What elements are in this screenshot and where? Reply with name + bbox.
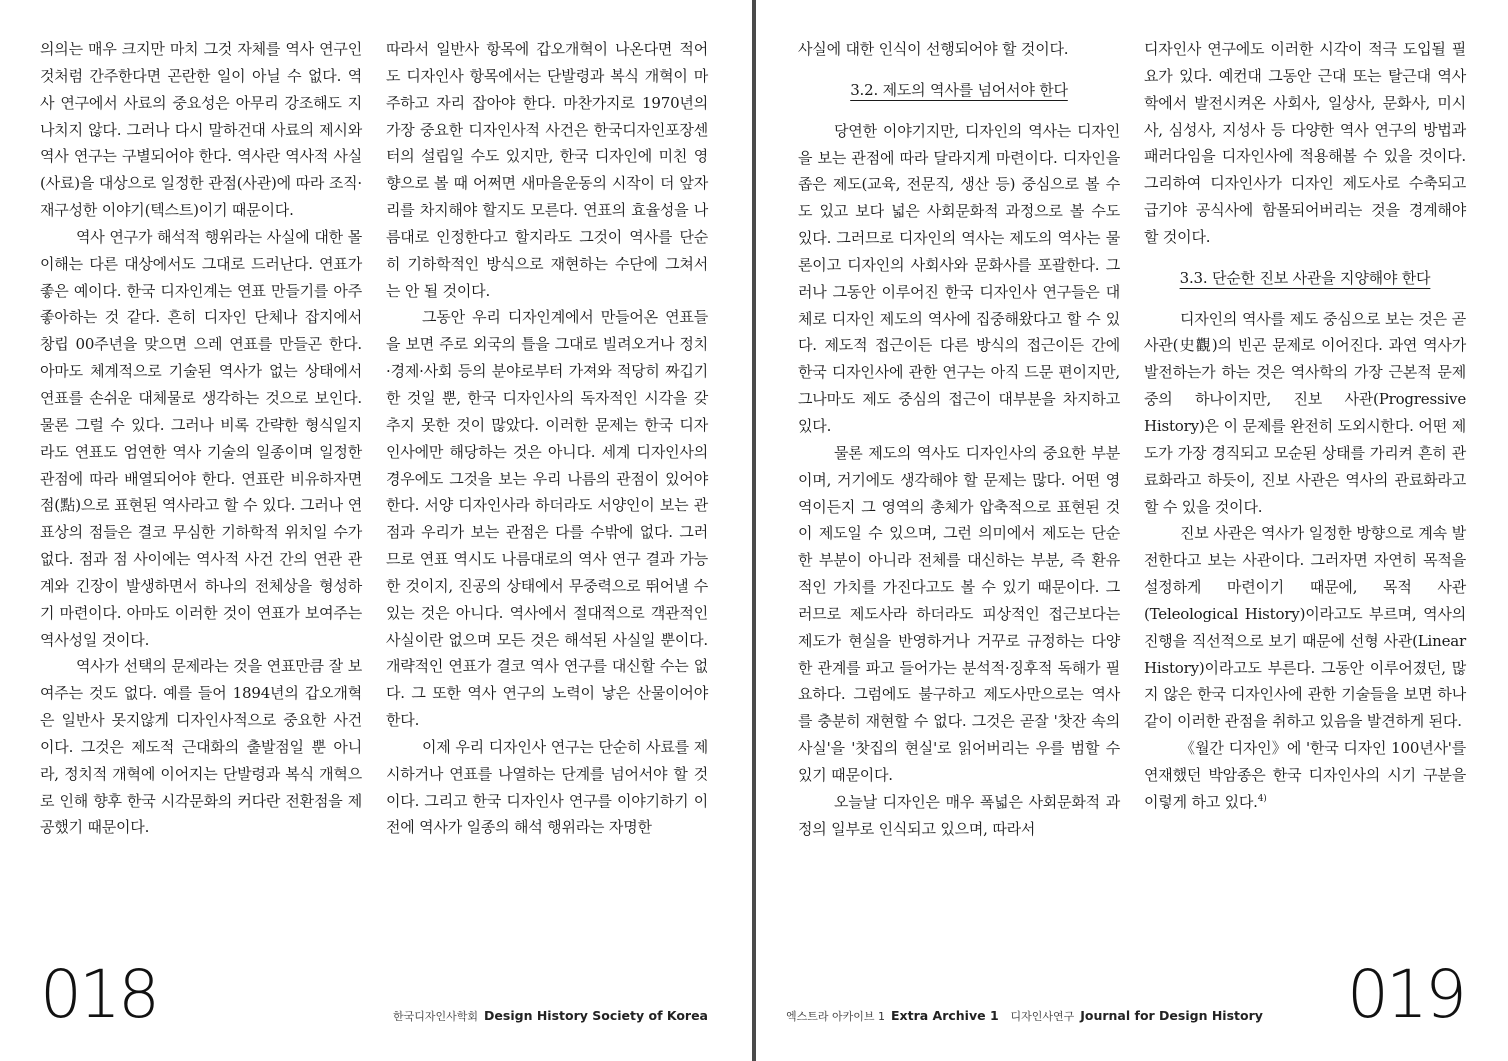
paragraph-text: 진보 사관은 역사가 일정한 방향으로 계속 발전한다고 보는 사관이다. 그러자면 자연히 목적을 설정하게 마련이기 때문에, 목적 사관(Teleological History)이라고도 부르며, 역사의 진행을 직선적으로 보기 때문에 선형 사관(Linear History)이라고도 부른다. 그동안 이루어졌던, 많지 않은 한국 디자인사에 관한 기술들을 보면 하나같이 이러한 관점을 취하고 있음을 발견하게 된다. [1144, 524, 1466, 731]
paragraph-text: 의의는 매우 크지만 마치 그것 자체를 역사 연구인 것처럼 간주한다면 곤란한 일이 아닐 수 없다. 역사 연구에서 사료의 중요성은 아무리 강조해도 지나치지 않다. 그러나 다시 말하건대 사료의 제시와 역사 연구는 구별되어야 한다. 역사란 역사적 사실(사료)을 대상으로 일정한 관점(사관)에 따라 조직·재구성한 이야기(텍스트)이기 때문이다. [40, 40, 362, 220]
paragraph-text: 디자인의 역사를 제도 중심으로 보는 것은 곧 사관(史觀)의 빈곤 문제로 이어진다. 과연 역사가 발전하는가 하는 것은 역사학의 가장 근본적 문제 중의 하나이지만, 진보 사관(Progressive History)은 이 문제를 완전히 도외시한다. 어떤 제도가 가장 경직되고 모순된 상태를 가리켜 흔히 관료화라고 하듯이, 진보 사관은 역사의 관료화라고 할 수 있을 것이다. [1144, 309, 1466, 516]
paragraph-text: 이제 우리 디자인사 연구는 단순히 사료를 제시하거나 연표를 나열하는 단계를 넘어서야 할 것이다. 그리고 한국 디자인사 연구를 이야기하기 이전에 역사가 일종의 해석 행위라는 자명한 [386, 737, 708, 837]
section-heading-text: 3.2. 제도의 역사를 넘어서야 한다 [850, 80, 1068, 99]
text-column-2 [386, 36, 708, 841]
paragraph-text: 디자인사 연구에도 이러한 시각이 적극 도입될 필요가 있다. 예컨대 그동안 근대 또는 탈근대 역사학에서 발전시켜온 사회사, 일상사, 문화사, 미시사, 심성사, 지성사 등 다양한 역사 연구의 방법과 패러다임을 디자인사에 적용해볼 수 있을 것이다. 그리하여 디자인사가 디자인 제도사로 수축되고 급기야 공식사에 함몰되어버리는 것을 경계해야 할 것이다. [1144, 40, 1466, 246]
footer-journal-kr: 디자인사연구 [1010, 1010, 1075, 1023]
body-paragraph [1144, 735, 1466, 816]
body-paragraph [1144, 36, 1466, 251]
footer-journal-en: Journal for Design History [1080, 1008, 1263, 1023]
text-column-4 [1144, 36, 1466, 816]
body-paragraph [386, 304, 708, 734]
paragraph-text: 당연한 이야기지만, 디자인의 역사는 디자인을 보는 관점에 따라 달라지게 마련이다. 디자인을 좁은 제도(교육, 전문직, 생산 등) 중심으로 볼 수도 있고 보다 넓은 사회문화적 과정으로 볼 수도 있다. 그러므로 디자인의 역사는 제도의 역사는 물론이고 디자인의 사회사와 문화사를 포괄한다. 그러나 그동안 이루어진 한국 디자인사 연구들은 대체로 디자인 제도의 역사에 집중해왔다고 할 수 있다. 제도적 접근이든 다른 방식의 접근이든 간에 한국 디자인사에 관한 연구는 아직 드문 편이지만, 그나마도 제도 중심의 접근이 대부분을 차지하고 있다. [798, 121, 1120, 435]
body-paragraph [40, 653, 362, 841]
paragraph-text: 《월간 디자인》에 '한국 디자인 100년사'를 연재했던 박암종은 한국 디자인사의 시기 구분을 이렇게 하고 있다. [1144, 739, 1466, 811]
body-paragraph [798, 440, 1120, 789]
body-paragraph [386, 734, 708, 841]
page-footer [786, 1008, 1263, 1024]
section-heading [798, 77, 1120, 104]
footnote-marker: 4) [1257, 793, 1267, 804]
body-paragraph [798, 36, 1120, 63]
text-column-3 [798, 36, 1120, 842]
page-footer [393, 1008, 708, 1024]
body-paragraph [798, 789, 1120, 843]
paragraph-text: 그동안 우리 디자인계에서 만들어온 연표들을 보면 주로 외국의 틀을 그대로 빌려오거나 정치·경제·사회 등의 분야로부터 가져와 적당히 짜깁기 한 것일 뿐, 한국 디자인사의 독자적인 시각을 갖추지 못한 것이 많았다. 이러한 문제는 한국 디자인사에만 해당하는 것은 아니다. 세계 디자인사의 경우에도 그것을 보는 우리 나름의 관점이 있어야 한다. 서양 디자인사라 하더라도 서양인이 보는 관점과 우리가 보는 관점은 다를 수밖에 없다. 그러므로 연표 역시도 나름대로의 역사 연구 결과 가능한 것이지, 진공의 상태에서 무중력으로 뛰어낼 수 있는 것은 아니다. 역사에서 절대적으로 객관적인 사실이란 없으며 모든 것은 해석된 사실일 뿐이다. 개략적인 연표가 결코 역사 연구를 대신할 수는 없다. 그 또한 역사 연구의 노력이 낳은 산물이어야 한다. [386, 308, 708, 730]
footer-society-kr: 한국디자인사학회 [393, 1010, 479, 1023]
paragraph-text: 따라서 일반사 항목에 갑오개혁이 나온다면 적어도 디자인사 항목에서는 단발령과 복식 개혁이 마주하고 자리 잡아야 한다. 마찬가지로 1970년의 가장 중요한 디자인사적 사건은 한국디자인포장센터의 설립일 수도 있지만, 한국 디자인에 미친 영향으로 볼 때 어쩌면 새마을운동의 시작이 더 앞자리를 차지해야 할지도 모른다. 연표의 효율성을 나름대로 인정한다고 할지라도 그것이 역사를 단순히 기하학적인 방식으로 재현하는 수단에 그쳐서는 안 될 것이다. [386, 40, 708, 300]
body-paragraph [1144, 520, 1466, 735]
page-number: 019 [1347, 956, 1464, 1033]
body-paragraph [40, 224, 362, 654]
page-number: 018 [40, 956, 157, 1033]
section-heading [1144, 265, 1466, 292]
body-paragraph [1144, 306, 1466, 521]
footer-society-en: Design History Society of Korea [484, 1008, 708, 1023]
right-page [756, 0, 1508, 1061]
text-column-1 [40, 36, 362, 841]
footer-series-kr: 엑스트라 아카이브 1 [786, 1010, 885, 1023]
left-page [0, 0, 752, 1061]
footer-series-en: Extra Archive 1 [891, 1008, 999, 1023]
section-heading-text: 3.3. 단순한 진보 사관을 지양해야 한다 [1179, 268, 1431, 287]
paragraph-text: 오늘날 디자인은 매우 폭넓은 사회문화적 과정의 일부로 인식되고 있으며, 따라서 [798, 792, 1120, 838]
body-paragraph [798, 118, 1120, 440]
body-paragraph [40, 36, 362, 224]
paragraph-text: 역사 연구가 해석적 행위라는 사실에 대한 몰이해는 다른 대상에서도 그대로 드러난다. 연표가 좋은 예이다. 한국 디자인계는 연표 만들기를 아주 좋아하는 것 같다. 흔히 디자인 단체나 잡지에서 창립 00주년을 맞으면 으레 연표를 만들곤 한다. 아마도 체계적으로 기술된 역사가 없는 상태에서 연표를 손쉬운 대체물로 생각하는 것으로 보인다. 물론 그럴 수 있다. 그러나 비록 간략한 형식일지라도 연표도 엄연한 역사 기술의 일종이며 일정한 관점에 따라 배열되어야 한다. 연표란 비유하자면 점(點)으로 표현된 역사라고 할 수 있다. 그러나 연표상의 점들은 결코 무심한 기하학적 위치일 수가 없다. 점과 점 사이에는 역사적 사건 간의 연관 관계와 긴장이 발생하면서 하나의 전체상을 형성하기 마련이다. 아마도 이러한 것이 연표가 보여주는 역사성일 것이다. [40, 227, 362, 649]
paragraph-text: 역사가 선택의 문제라는 것을 연표만큼 잘 보여주는 것도 없다. 예를 들어 1894년의 갑오개혁은 일반사 못지않게 디자인사적으로 중요한 사건이다. 그것은 제도적 근대화의 출발점일 뿐 아니라, 정치적 개혁에 이어지는 단발령과 복식 개혁으로 인해 향후 한국 시각문화의 커다란 전환점을 제공했기 때문이다. [40, 657, 362, 837]
paragraph-text: 사실에 대한 인식이 선행되어야 할 것이다. [798, 40, 1069, 58]
body-paragraph [386, 36, 708, 304]
paragraph-text: 물론 제도의 역사도 디자인사의 중요한 부분이며, 거기에도 생각해야 할 문제는 많다. 어떤 영역이든지 그 영역의 총체가 압축적으로 표현된 것이 제도일 수 있으며, 그런 의미에서 제도는 단순한 부분이 아니라 전체를 대신하는 부분, 즉 환유적인 가치를 가진다고도 볼 수 있기 때문이다. 그러므로 제도사라 하더라도 피상적인 접근보다는 제도가 현실을 반영하거나 거꾸로 규정하는 다양한 관계를 파고 들어가는 분석적·징후적 독해가 필요하다. 그럼에도 불구하고 제도사만으로는 역사를 충분히 재현할 수 없다. 그것은 곧잘 '찻잔 속의 사실'을 '찻집의 현실'로 읽어버리는 우를 범할 수 있기 때문이다. [798, 443, 1120, 784]
